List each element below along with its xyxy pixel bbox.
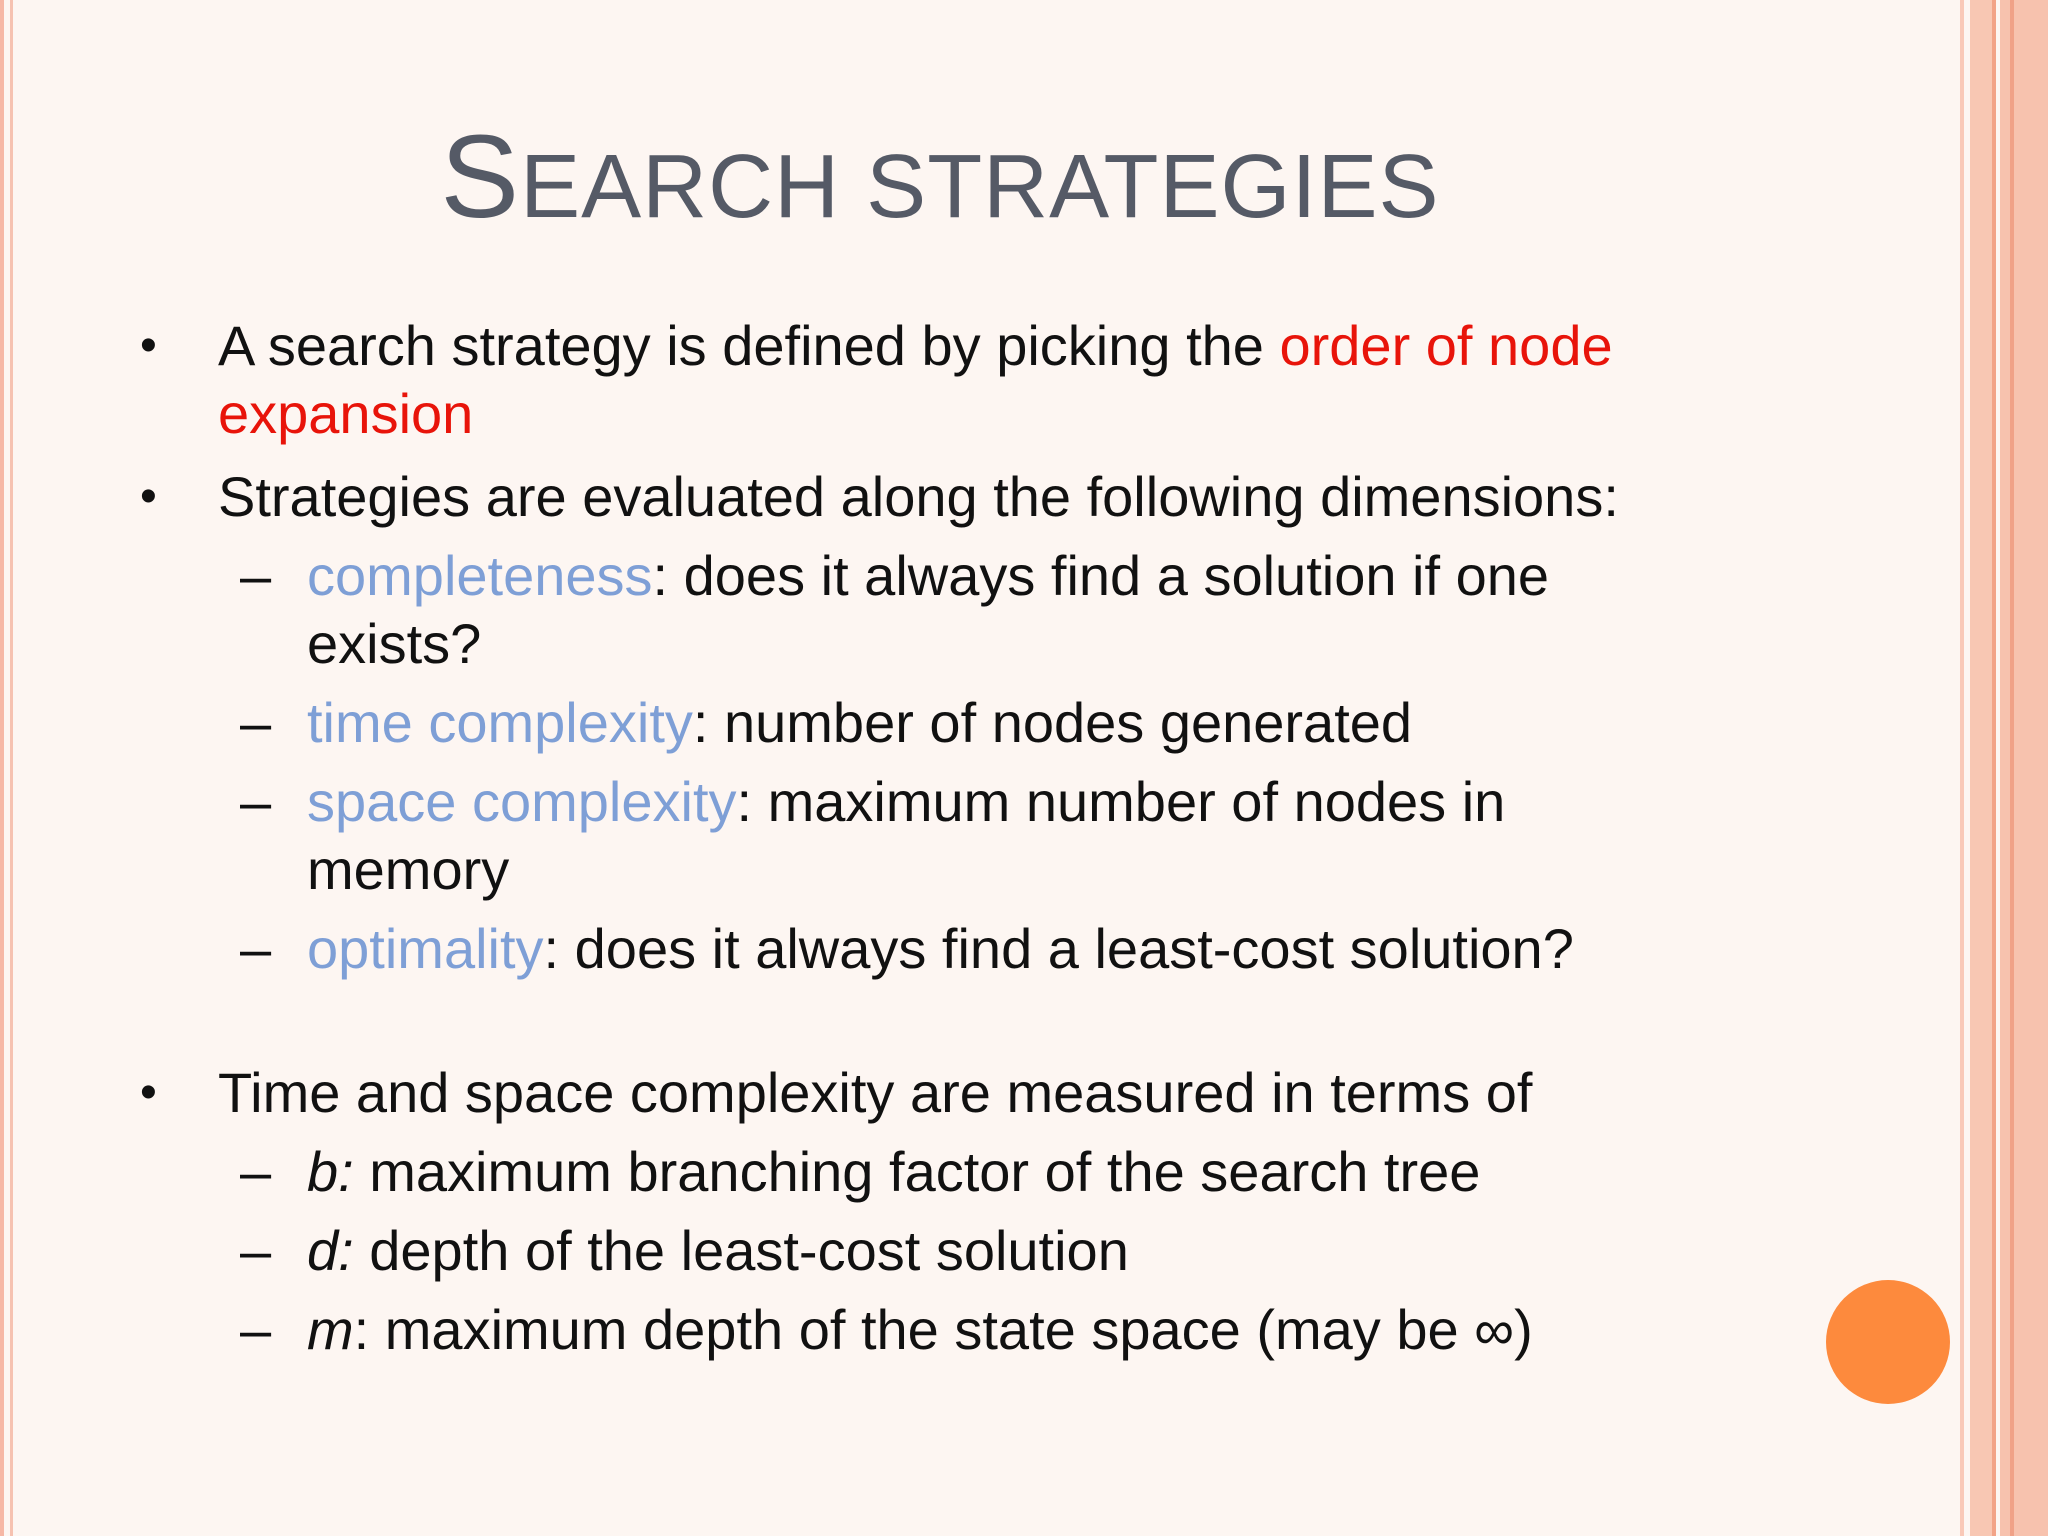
- sub-item: [140, 689, 1780, 757]
- sub-item: [140, 1138, 1780, 1206]
- sub-item-text: : does it always find a solution if one exists?: [307, 544, 1550, 675]
- sub-item: [140, 915, 1780, 983]
- sub-item-text: maximum branching factor of the search tree: [353, 1140, 1481, 1203]
- sub-item-term: optimality: [307, 917, 544, 980]
- sub-item-term: completeness: [307, 544, 653, 607]
- bullet-text: Strategies are evaluated along the following dimensions:: [218, 465, 1619, 528]
- dash-marker: –: [240, 1140, 272, 1203]
- sub-item: [140, 1217, 1780, 1285]
- sub-item-term: d:: [307, 1219, 354, 1282]
- bullet-text: A search strategy is defined by picking the: [218, 314, 1280, 377]
- bullet-item: [140, 1059, 1780, 1127]
- sub-item-text: : maximum number of nodes in memory: [307, 770, 1506, 901]
- bullet-item: [140, 463, 1780, 531]
- sub-item-term: time complexity: [307, 691, 693, 754]
- dash-marker: –: [240, 1298, 272, 1361]
- orange-circle-decoration: [1826, 1280, 1950, 1404]
- right-stripe: [1992, 0, 1996, 1536]
- right-stripe: [1970, 0, 1992, 1536]
- dash-marker: –: [240, 770, 272, 833]
- bullet-marker: •: [140, 470, 157, 523]
- right-stripe: [2000, 0, 2048, 1536]
- sub-item-term: m: [307, 1298, 354, 1361]
- slide-body: [140, 312, 1780, 1364]
- bullet-highlight: order of node expansion: [218, 314, 1613, 445]
- right-stripe: [1960, 0, 1964, 1536]
- dash-marker: –: [240, 691, 272, 754]
- bullet-item: [140, 312, 1780, 448]
- sub-item: [140, 768, 1780, 904]
- bullet-marker: •: [140, 1066, 157, 1119]
- title-rest: EARCH STRATEGIES: [520, 137, 1440, 237]
- sub-item-term: space complexity: [307, 770, 737, 833]
- dash-marker: –: [240, 917, 272, 980]
- sub-item: [140, 542, 1780, 678]
- bullet-text: Time and space complexity are measured in terms of: [218, 1061, 1533, 1124]
- sub-item-text: depth of the least-cost solution: [353, 1219, 1129, 1282]
- dash-marker: –: [240, 544, 272, 607]
- sub-item-text: : maximum depth of the state space (may be ∞): [353, 1298, 1533, 1361]
- sub-item-text: : number of nodes generated: [692, 691, 1413, 754]
- sub-item-text: : does it always find a least-cost solution?: [543, 917, 1574, 980]
- slide-title: [0, 111, 1880, 243]
- sub-item: [140, 1296, 1780, 1364]
- title-first-letter: S: [440, 111, 521, 243]
- right-stripe: [2010, 0, 2014, 1536]
- sub-item-term: b:: [307, 1140, 354, 1203]
- bullet-marker: •: [140, 319, 157, 372]
- dash-marker: –: [240, 1219, 272, 1282]
